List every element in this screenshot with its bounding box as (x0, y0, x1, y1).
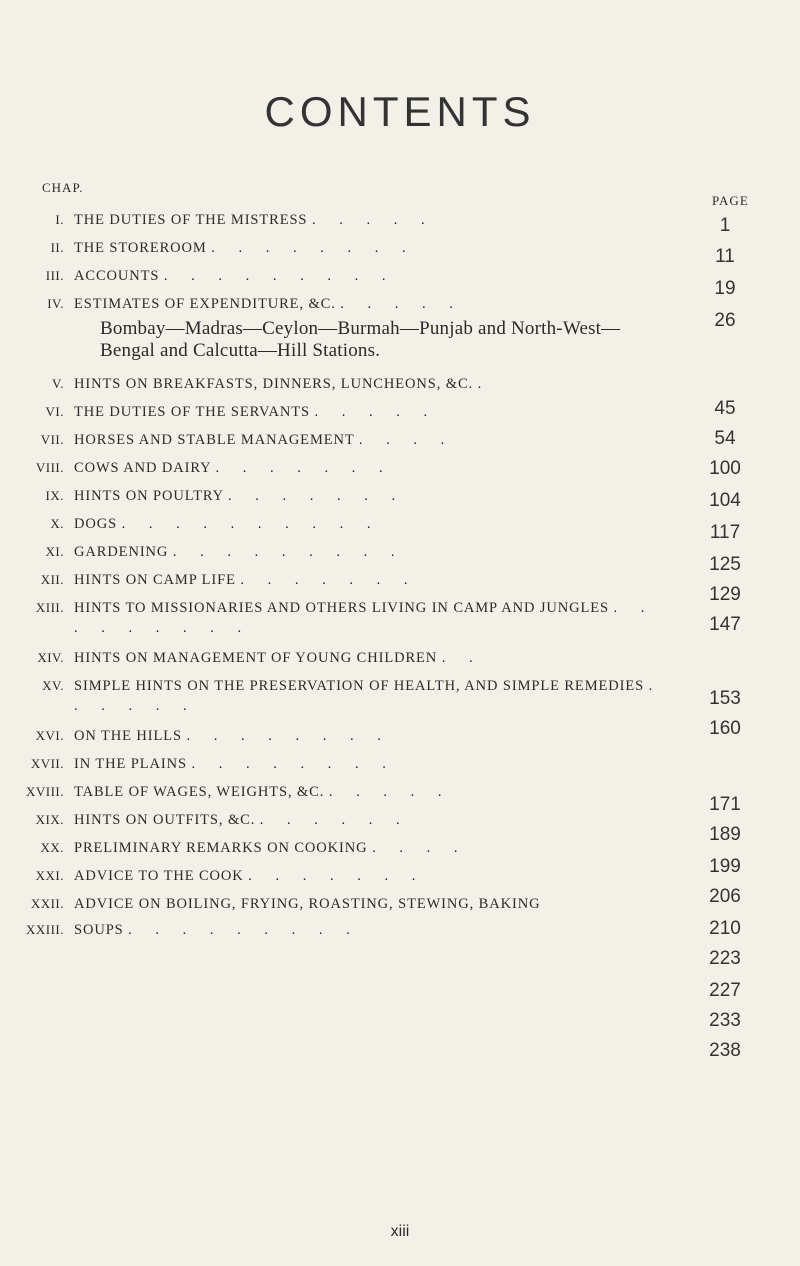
page-number: 11 (715, 246, 735, 267)
page-number: 147 (709, 614, 741, 635)
chapter-title: PRELIMINARY REMARKS ON COOKING (74, 840, 368, 856)
page-number: 233 (709, 1010, 741, 1031)
chapter-title-line (74, 486, 674, 506)
page-number: 45 (714, 398, 736, 419)
page-number: 117 (709, 522, 741, 543)
leader-dots: . . . . . . . . . (74, 600, 655, 636)
chapter-title: ESTIMATES OF EXPENDITURE, &C. (74, 296, 336, 312)
chapter-number: XXIII. (25, 922, 64, 937)
chapter-title-line (74, 266, 674, 286)
chapter-number: I. (55, 212, 64, 227)
chapter-number: IX. (45, 488, 64, 503)
chapter-title: COWS AND DAIRY (74, 460, 211, 476)
chapter-title-line (74, 920, 674, 940)
page-number: 100 (709, 458, 741, 479)
chapter-column-header: CHAP. (42, 180, 84, 195)
page-number: 160 (709, 718, 741, 739)
leader-dots: . (477, 376, 492, 392)
page-number: 153 (709, 688, 741, 709)
chapter-number: VIII. (35, 460, 64, 475)
chapter-title-line (74, 726, 674, 746)
leader-dots: . . . . . . . (215, 460, 393, 476)
chapter-title-line (74, 810, 674, 830)
chapter-title-line (74, 866, 674, 886)
page-folio: xiii (390, 1223, 410, 1240)
page-column-header: PAGE (712, 193, 749, 208)
chapter-title-line (74, 894, 674, 914)
chapter-title-line (74, 754, 674, 774)
leader-dots: . . . . . . . . . (128, 922, 360, 938)
leader-dots: . . . . . (314, 404, 438, 420)
leader-dots: . . . . . . (259, 812, 410, 828)
chapter-title: HINTS ON CAMP LIFE (74, 572, 236, 588)
page-number: 1 (719, 215, 731, 236)
chapter-title: ADVICE TO THE COOK (74, 868, 244, 884)
leader-dots: . . . . . . . . (211, 240, 416, 256)
chapter-title-line (74, 238, 674, 258)
page-number: 171 (709, 794, 741, 815)
chapter-number: XII. (40, 572, 64, 587)
chapter-title: ADVICE ON BOILING, FRYING, ROASTING, STEWING, BAKING (74, 896, 541, 912)
chapter-title-line (74, 648, 674, 668)
chapter-title: TABLE OF WAGES, WEIGHTS, &C. (74, 784, 325, 800)
page-number: 54 (714, 428, 736, 449)
chapter-number: II. (50, 240, 64, 255)
leader-dots: . . . . (372, 840, 468, 856)
chapter-title-line (74, 570, 674, 590)
chapter-title-line (74, 294, 674, 314)
chapter-number: XIII. (35, 600, 64, 615)
chapter-number: XVII. (30, 756, 64, 771)
chapter-subtitle: Bombay—Madras—Ceylon—Burmah—Punjab and North-West—Bengal and Calcutta—Hill Stations. (100, 318, 621, 361)
chapter-title-line (74, 676, 674, 716)
chapter-title-line (74, 374, 674, 394)
leader-dots: . . . . . . . . . . (121, 516, 381, 532)
chapter-title-line (74, 430, 674, 450)
chapter-number: XXI. (35, 868, 64, 883)
chapter-title: GARDENING (74, 544, 169, 560)
chapter-title: THE DUTIES OF THE SERVANTS (74, 404, 310, 420)
chapter-number: X. (50, 516, 64, 531)
page-number: 104 (709, 490, 741, 511)
page-number: 223 (709, 948, 741, 969)
chapter-title-line (74, 782, 674, 802)
leader-dots: . . . . . . . (228, 488, 406, 504)
page-number: 210 (709, 918, 741, 939)
leader-dots: . . . . . . . . (186, 728, 391, 744)
chapter-number: VII. (40, 432, 64, 447)
chapter-title: HINTS ON MANAGEMENT OF YOUNG CHILDREN (74, 650, 438, 666)
leader-dots: . . . . . (340, 296, 463, 312)
chapter-number: XVIII. (25, 784, 64, 799)
page-number: 227 (709, 980, 741, 1001)
chapter-number: VI. (45, 404, 64, 419)
chapter-title: HINTS ON POULTRY (74, 488, 224, 504)
chapter-number: XIX. (35, 812, 64, 827)
leader-dots: . . . . . (311, 212, 435, 228)
page-number: 238 (709, 1040, 741, 1061)
chapter-number: XIV. (37, 650, 64, 665)
leader-dots: . . . . . . (74, 678, 663, 714)
page-title: CONTENTS (264, 88, 536, 135)
chapter-title: SIMPLE HINTS ON THE PRESERVATION OF HEALTH, AND SIMPLE REMEDIES (74, 678, 645, 694)
page-number: 189 (709, 824, 741, 845)
leader-dots: . . . . . . . . (191, 756, 396, 772)
chapter-number: V. (52, 376, 64, 391)
chapter-number: XX. (40, 840, 64, 855)
chapter-title-line (74, 458, 674, 478)
page-number: 125 (709, 554, 741, 575)
leader-dots: . . . . . . . (240, 572, 418, 588)
page-number: 206 (709, 886, 741, 907)
leader-dots: . . . . (358, 432, 455, 448)
leader-dots: . . . . . (328, 784, 452, 800)
leader-dots: . . . . . . . (248, 868, 426, 884)
chapter-title: THE DUTIES OF THE MISTRESS (74, 212, 308, 228)
chapter-title-line (74, 402, 674, 422)
leader-dots: . . . . . . . . . (172, 544, 405, 560)
chapter-title: IN THE PLAINS (74, 756, 187, 772)
chapter-title-line (74, 514, 674, 534)
page-number: 19 (714, 278, 736, 299)
chapter-title: SOUPS (74, 922, 124, 938)
chapter-title-line (74, 542, 674, 562)
chapter-title: THE STOREROOM (74, 240, 207, 256)
page-number: 129 (709, 584, 741, 605)
page-number: 199 (709, 856, 741, 877)
chapter-number: XI. (45, 544, 64, 559)
chapter-number: XVI. (35, 728, 64, 743)
chapter-title: HINTS TO MISSIONARIES AND OTHERS LIVING IN CAMP AND JUNGLES (74, 600, 609, 616)
chapter-number: XV. (42, 678, 64, 693)
chapter-title: HORSES AND STABLE MANAGEMENT (74, 432, 355, 448)
chapter-title: HINTS ON BREAKFASTS, DINNERS, LUNCHEONS, &C. (74, 376, 474, 392)
chapter-number: IV. (47, 296, 64, 311)
chapter-title-line (74, 598, 674, 638)
chapter-title: ON THE HILLS (74, 728, 182, 744)
chapter-title: HINTS ON OUTFITS, &C. (74, 812, 256, 828)
chapter-title: DOGS (74, 516, 118, 532)
chapter-title-line (74, 838, 674, 858)
leader-dots: . . . . . . . . . (163, 268, 396, 284)
chapter-title-line (74, 210, 674, 230)
leader-dots: . . (441, 650, 483, 666)
chapter-title: ACCOUNTS (74, 268, 160, 284)
page-number: 26 (714, 310, 736, 331)
chapter-number: III. (45, 268, 64, 283)
chapter-number: XXII. (30, 896, 64, 911)
